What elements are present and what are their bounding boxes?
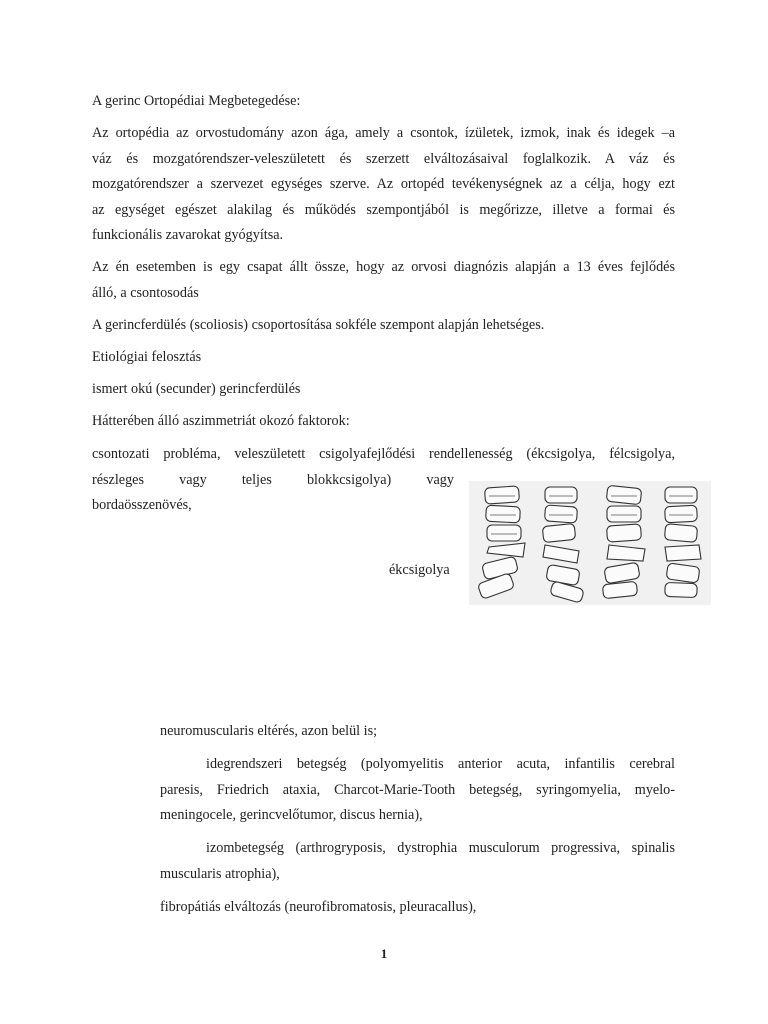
fibro-text: fibropátiás elváltozás (neurofibromatosis, pleuracallus),	[160, 899, 477, 915]
intro-line-2: váz és mozgatórendszer-veleszületett és szerzett elváltozásaival foglalkozik. A váz és	[92, 151, 675, 167]
intro-line-5: funkcionális zavarokat gyógyítsa.	[92, 227, 284, 243]
intro-line-3: mozgatórendszer a szervezet egységes szerve. Az ortopéd tevékenységnek az a célja, hogy ezt	[92, 176, 675, 192]
intro-line-4: az egységet egészet alakilag és működés szempontjából is megőrizze, illetve a formai és	[92, 202, 675, 218]
figure-caption: ékcsigolya	[389, 562, 450, 578]
muscle-line-2: muscularis atrophia),	[160, 866, 280, 882]
grouping-text: A gerincferdülés (scoliosis) csoportosítása sokféle szempont alapján lehetséges.	[92, 317, 545, 333]
background-text: Hátterében álló aszimmetriát okozó faktorok:	[92, 413, 350, 429]
case-line-1: Az én esetemben is egy csapat állt össze, hogy az orvosi diagnózis alapján a 13 éves fejlődés	[92, 259, 675, 275]
etiology-heading: Etiológiai felosztás	[92, 349, 202, 365]
neuromuscular-text: neuromuscularis eltérés, azon belül is;	[160, 723, 378, 739]
nerve-line-2: paresis, Friedrich ataxia, Charcot-Marie-Tooth betegség, syringomyelia, myelo-	[160, 782, 675, 798]
nerve-line-1: idegrendszeri betegség (polyomyelitis anterior acuta, infantilis cerebral	[206, 756, 675, 772]
nerve-line-3: meningocele, gerincvelőtumor, discus hernia),	[160, 807, 423, 823]
section-heading: A gerinc Ortopédiai Megbetegedése:	[92, 93, 301, 109]
vertebrae-illustration	[469, 481, 711, 605]
case-line-2: álló, a csontosodás	[92, 285, 199, 301]
bone-line-2: részleges vagy teljes blokkcsigolya) vagy	[92, 472, 454, 488]
muscle-line-1: izombetegség (arthrogryposis, dystrophia musculorum progressiva, spinalis	[206, 840, 675, 856]
bone-line-3: bordaösszenövés,	[92, 497, 192, 513]
intro-line-1: Az ortopédia az orvostudomány azon ága, amely a csontok, ízületek, izmok, inak és idegek –a	[92, 125, 675, 141]
known-cause-text: ismert okú (secunder) gerincferdülés	[92, 381, 301, 397]
bone-line-1: csontozati probléma, veleszületett csigolyafejlődési rendellenesség (ékcsigolya, félcsigolya,	[92, 446, 675, 462]
page-number: 1	[380, 946, 388, 961]
